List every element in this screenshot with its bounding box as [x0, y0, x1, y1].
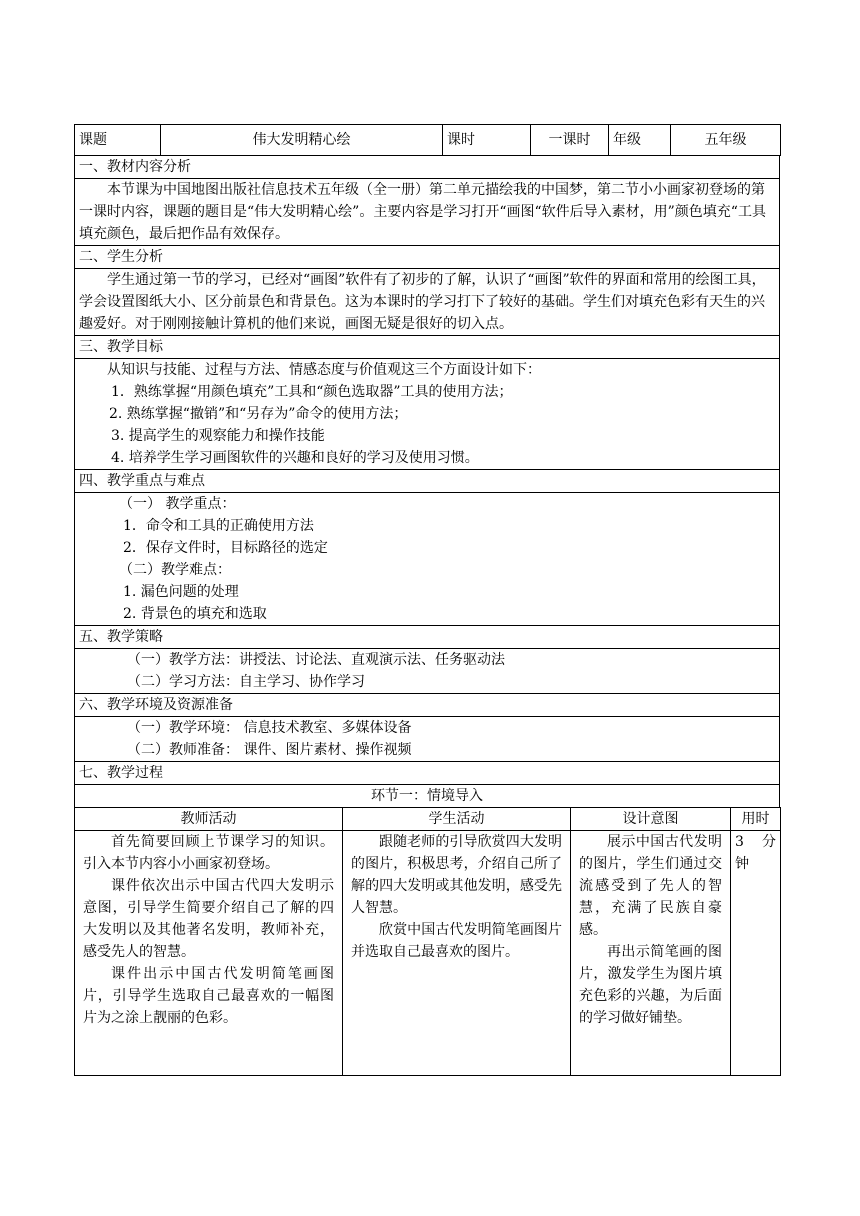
teacher-paragraph: 首先简要回顾上节课学习的知识。引入本节内容小小画家初登场。 [83, 834, 334, 872]
environment-line: （一）教学环境： 信息技术教室、多媒体设备 [127, 720, 412, 736]
strategy-line: （一）教学方法：讲授法、讨论法、直观演示法、任务驱动法 [127, 652, 505, 668]
grade-value: 五年级 [671, 125, 781, 156]
teacher-activity [75, 831, 343, 1076]
keypoint-item: 1．命令和工具的正确使用方法 [123, 518, 314, 534]
difficulty-item: 1. 漏色问题的处理 [123, 584, 239, 600]
period-label: 课时 [443, 125, 531, 156]
section-7-title: 七、教学过程 [75, 762, 780, 785]
design-intent [571, 831, 731, 1076]
section-6-body [75, 717, 780, 762]
student-activity [343, 831, 571, 1076]
section-2-paragraph: 学生通过第一节的学习，已经对“画图”软件有了初步的了解，认识了“画图”软件的界面和常用的绘图工具，学会设置图纸大小、区分前景色和背景色。这为本课时的学习打下了较好的基础。学生们对填充色彩有天生的兴趣爱好。对于刚刚接触计算机的他们来说，画图无疑是很好的切入点。 [79, 272, 766, 332]
difficulty-item: 2. 背景色的填充和选取 [123, 606, 267, 622]
section-3-body [75, 359, 780, 470]
section-5-body [75, 649, 780, 694]
topic-value: 伟大发明精心绘 [161, 125, 443, 156]
column-header-design: 设计意图 [571, 808, 731, 831]
student-paragraph: 欣赏中国古代发明简笔画图片并选取自己最喜欢的图片。 [351, 922, 562, 960]
sections-table [74, 155, 780, 808]
section-2-body [75, 269, 780, 336]
keypoint-heading: （一） 教学重点： [119, 496, 236, 512]
strategy-line: （二）学习方法：自主学习、协作学习 [127, 674, 365, 690]
keypoint-item: 2．保存文件时，目标路径的选定 [123, 540, 328, 556]
column-header-time: 用时 [731, 808, 781, 831]
design-paragraph: 再出示简笔画的图片，激发学生为图片填充色彩的兴趣，为后面的学习做好铺垫。 [579, 944, 722, 1026]
student-paragraph: 跟随老师的引导欣赏四大发明的图片，积极思考，介绍自己所了解的四大发明或其他发明，感受先人智慧。 [351, 834, 562, 916]
section-1-paragraph: 本节课为中国地图出版社信息技术五年级（全一册）第二单元描绘我的中国梦，第二节小小画家初登场的第一课时内容，课题的题目是“伟大发明精心绘”。主要内容是学习打开“画图“软件后导入素材，用”颜色填充“工具填充颜色，最后把作品有效保存。 [79, 182, 766, 242]
lesson-plan [74, 124, 780, 1076]
section-1-body [75, 179, 780, 246]
environment-line: （二）教师准备： 课件、图片素材、操作视频 [127, 742, 412, 758]
period-value: 一课时 [531, 125, 609, 156]
topic-label: 课题 [75, 125, 161, 156]
time-spent: 3 分钟 [731, 831, 781, 1076]
column-header-teacher: 教师活动 [75, 808, 343, 831]
column-header-student: 学生活动 [343, 808, 571, 831]
teacher-paragraph: 课件依次出示中国古代四大发明示意图，引导学生简要介绍自己了解的四大发明以及其他著名发明，教师补充，感受先人的智慧。 [83, 878, 334, 960]
design-paragraph: 展示中国古代发明的图片，学生们通过交流感受到了先人的智慧，充满了民族自豪感。 [579, 834, 722, 938]
grade-label: 年级 [609, 125, 671, 156]
section-3-title: 三、教学目标 [75, 336, 780, 359]
stage-title: 环节一：情境导入 [75, 785, 780, 808]
objectives-intro: 从知识与技能、过程与方法、情感态度与价值观这三个方面设计如下： [107, 362, 541, 378]
section-4-body [75, 493, 780, 626]
section-1-title: 一、教材内容分析 [75, 156, 780, 179]
objective-item: 4. 培养学生学习画图软件的兴趣和良好的学习及使用习惯。 [111, 450, 479, 466]
objective-item: 1．熟练掌握“用颜色填充”工具和“颜色选取器”工具的使用方法； [111, 384, 513, 400]
objective-item: 2. 熟练掌握“撤销”和“另存为”命令的使用方法； [109, 406, 408, 422]
teacher-paragraph: 课件出示中国古代发明简笔画图片，引导学生选取自己最喜欢的一幅图片为之涂上靓丽的色彩。 [83, 966, 334, 1026]
section-2-title: 二、学生分析 [75, 246, 780, 269]
process-table [74, 807, 781, 1076]
objective-item: 3. 提高学生的观察能力和操作技能 [111, 428, 325, 444]
difficulty-heading: （二）教学难点： [119, 562, 231, 578]
section-5-title: 五、教学策略 [75, 626, 780, 649]
header-table [74, 124, 781, 156]
section-6-title: 六、教学环境及资源准备 [75, 694, 780, 717]
section-4-title: 四、教学重点与难点 [75, 470, 780, 493]
